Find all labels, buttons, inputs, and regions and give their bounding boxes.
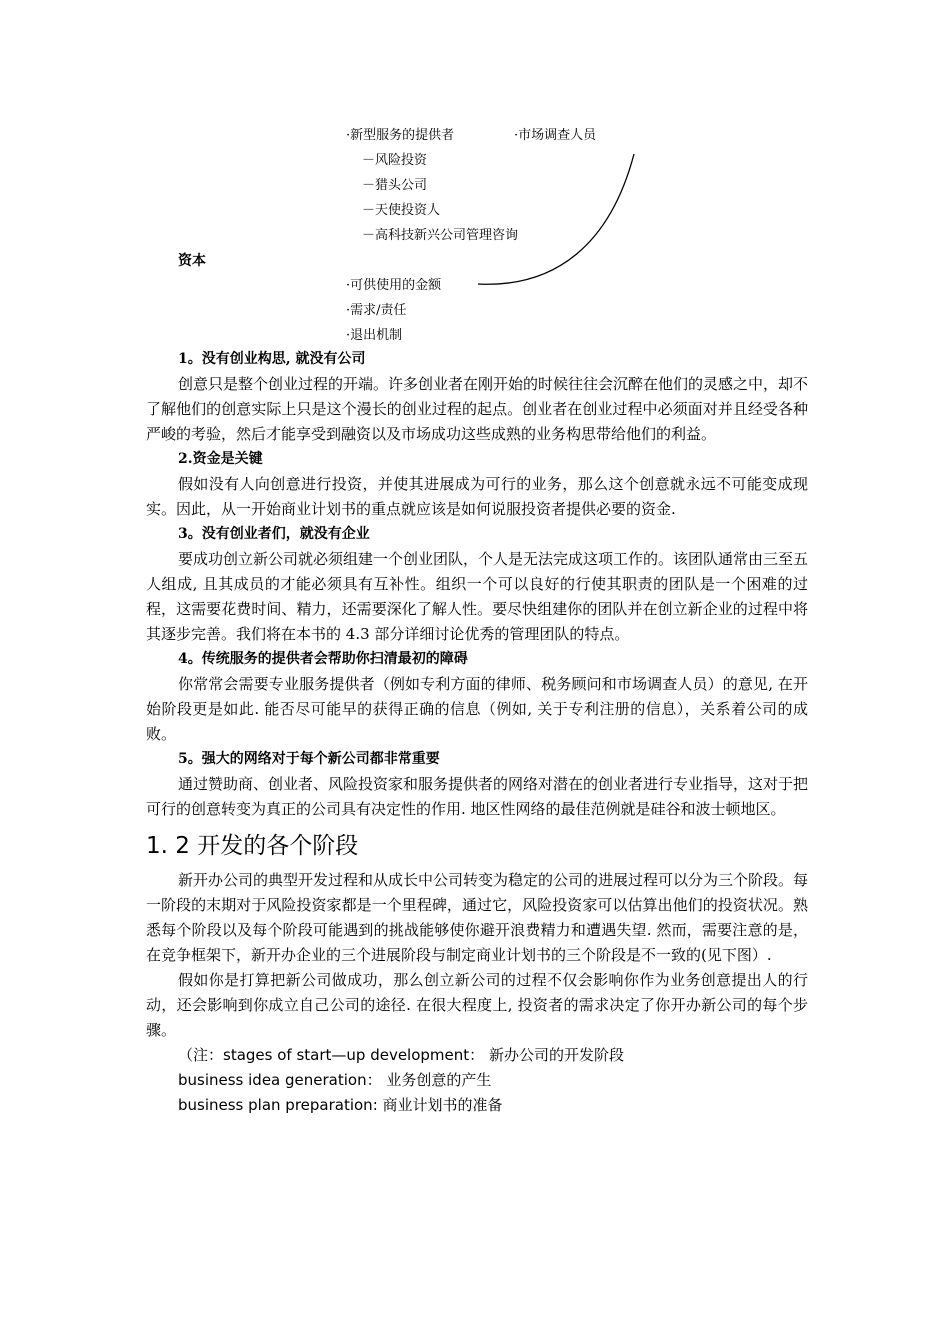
section-heading: 4。传统服务的提供者会帮助你扫清最初的障碍	[178, 651, 468, 667]
chapter-heading: 1. 2 开发的各个阶段	[146, 833, 359, 859]
diagram-item-market-researchers: ·市场调查人员	[514, 128, 597, 143]
section-3	[146, 522, 808, 647]
note-translation: 新办公司的开发阶段	[488, 1046, 624, 1064]
diagram-bottom-item: ·可供使用的金额	[346, 278, 442, 293]
capital-label: 资本	[178, 253, 206, 269]
diagram-subitem: －风险投资	[362, 153, 428, 168]
section-heading: 2.资金是关键	[178, 451, 263, 467]
section-paragraph: 要成功创立新公司就必须组建一个创业团队，个人是无法完成这项工作的。该团队通常由三至五人组成, 且其成员的才能必须具有互补性。组织一个可以良好的行使其职责的团队是一个困难的过程，这需要花费时间、精力，还需要深化了解人性。要尽快组建你的团队并在创立新企业的过程中将其逐步完善。我们将在本书的 4.3 部分详细讨论优秀的管理团队的特点。	[146, 550, 809, 643]
diagram-subitem: －高科技新兴公司管理咨询	[362, 228, 519, 243]
note-term: business idea generation：	[178, 1071, 382, 1089]
section-5	[146, 747, 808, 822]
section-heading: 3。没有创业者们，就没有企业	[178, 526, 370, 542]
diagram-bottom-item: ·需求/责任	[346, 303, 407, 318]
section-paragraph: 通过赞助商、创业者、风险投资家和服务提供者的网络对潜在的创业者进行专业指导，这对于把可行的创意转变为真正的公司具有决定性的作用. 地区性网络的最佳范例就是硅谷和波士顿地区。	[146, 775, 809, 818]
document-body	[146, 347, 808, 1118]
note-term: business plan preparation:	[178, 1096, 378, 1114]
note-translation: 商业计划书的准备	[382, 1096, 503, 1114]
note-translation: 业务创意的产生	[386, 1071, 492, 1089]
section-2	[146, 447, 808, 522]
body-paragraph: 假如你是打算把新公司做成功，那么创立新公司的过程不仅会影响你作为业务创意提出人的行动，还会影响到你成立自己公司的途径. 在很大程度上, 投资者的需求决定了你开办新公司的每个步骤。	[146, 971, 808, 1039]
diagram-item-new-service-providers: ·新型服务的提供者	[346, 128, 455, 143]
section-paragraph: 你常常会需要专业服务提供者（例如专利方面的律师、税务顾问和市场调查人员）的意见, 在开始阶段更是如此. 能否尽可能早的获得正确的信息（例如, 关于专利注册的信息），关系着公司的成败。	[146, 675, 808, 743]
section-heading: 5。强大的网络对于每个新公司都非常重要	[178, 751, 440, 767]
note-line	[146, 1043, 808, 1068]
section-paragraph: 创意只是整个创业过程的开端。许多创业者在刚开始的时候往往会沉醉在他们的灵感之中，却不了解他们的创意实际上只是这个漫长的创业过程的起点。创业者在创业过程中必须面对并且经受各种严峻的考验，然后才能享受到融资以及市场成功这些成熟的业务构思带给他们的利益。	[146, 375, 809, 443]
note-term: stages of start—up development：	[223, 1046, 485, 1064]
section-4	[146, 647, 808, 747]
diagram-subitem: －天使投资人	[362, 203, 441, 218]
diagram-subitem: －猎头公司	[362, 178, 428, 193]
diagram-curve	[470, 150, 645, 290]
note-line	[146, 1068, 808, 1093]
section-1	[146, 347, 808, 447]
note-prefix: （注：	[178, 1046, 224, 1064]
section-heading: 1。没有创业构思, 就没有公司	[178, 351, 366, 367]
body-paragraph: 新开办公司的典型开发过程和从成长中公司转变为稳定的公司的进展过程可以分为三个阶段。每一阶段的末期对于风险投资家都是一个里程碑，通过它，风险投资家可以估算出他们的投资状况。熟悉每个阶段以及每个阶段可能遇到的挑战能够使你避开浪费精力和遭遇失望. 然而，需要注意的是，在竞争框架下，新开办企业的三个进展阶段与制定商业计划书的三个阶段是不一致的(见下图）.	[146, 871, 809, 964]
note-line	[146, 1093, 808, 1118]
section-paragraph: 假如没有人向创意进行投资，并使其进展成为可行的业务，那么这个创意就永远不可能变成现实。因此，从一开始商业计划书的重点就应该是如何说服投资者提供必要的资金.	[146, 475, 808, 518]
diagram-bottom-item: ·退出机制	[346, 328, 403, 343]
